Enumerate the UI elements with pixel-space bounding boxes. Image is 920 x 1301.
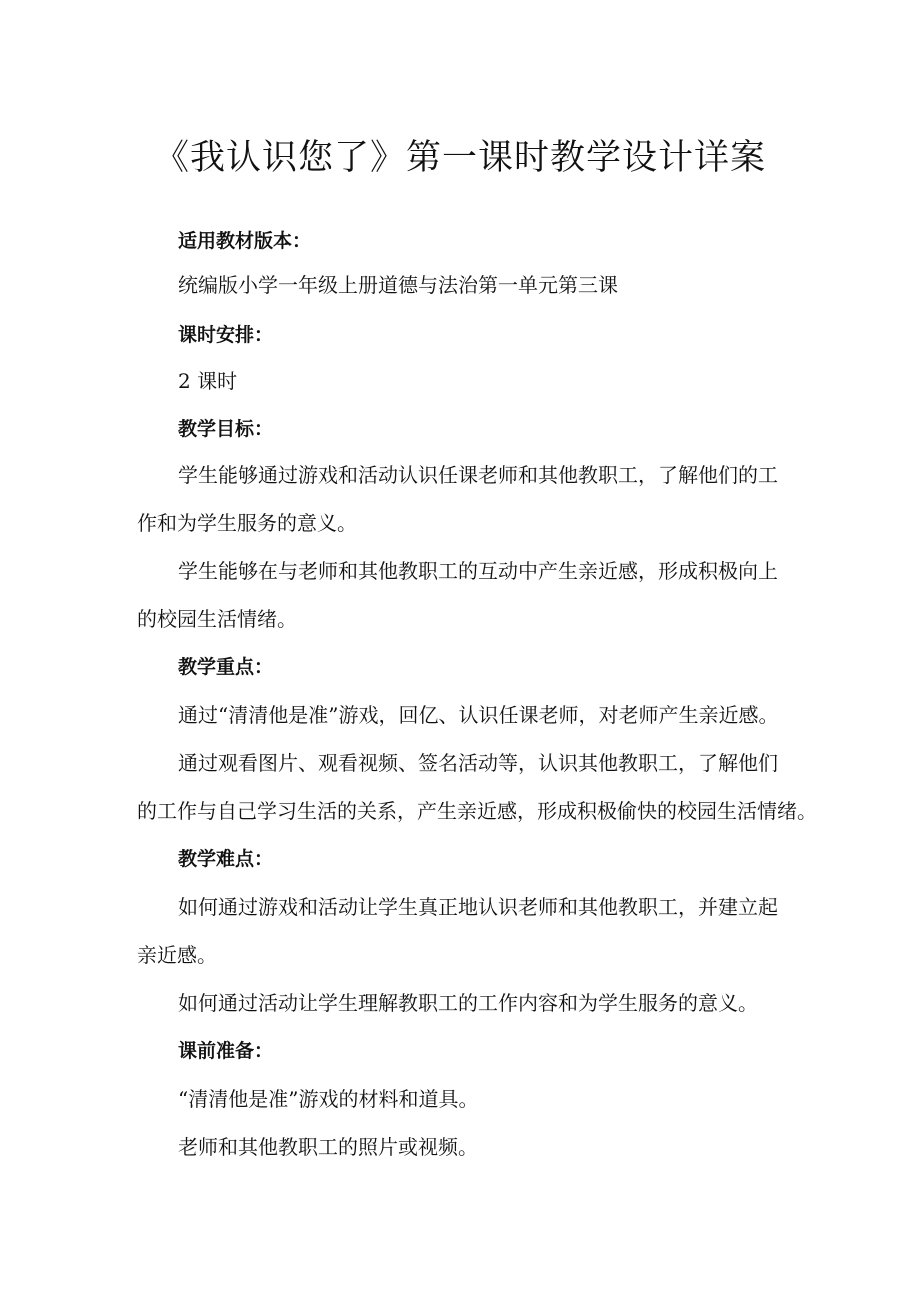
preparation-line-1: “清清他是准”游戏的材料和道具。 — [178, 1087, 479, 1111]
key-points-line-1: 通过“清清他是准”游戏，回亿、认识任课老师，对老师产生亲近感。 — [178, 703, 779, 727]
key-points-heading: 教学重点： — [178, 656, 274, 678]
schedule-heading: 课时安排： — [178, 324, 274, 346]
schedule-text: 2 课时 — [178, 369, 238, 393]
difficulties-heading: 教学难点： — [178, 848, 274, 870]
preparation-line-2: 老师和其他教职工的照片或视频。 — [178, 1135, 478, 1159]
objectives-line-4: 的校园生活情绪。 — [137, 607, 297, 631]
document-title: 《我认识您了》第一课时教学设计详案 — [153, 138, 766, 178]
key-points-line-2: 通过观看图片、观看视频、签名活动等，认识其他教职工，了解他们 — [178, 751, 778, 775]
edition-text: 统编版小学一年级上册道德与法治第一单元第三课 — [178, 273, 618, 297]
difficulties-line-3: 如何通过活动让学生理解教职工的工作内容和为学生服务的意义。 — [178, 991, 758, 1015]
objectives-line-2: 作和为学生服务的意义。 — [137, 511, 357, 535]
difficulties-line-2: 亲近感。 — [137, 943, 217, 967]
difficulties-line-1: 如何通过游戏和活动让学生真正地认识老师和其他教职工，并建立起 — [178, 895, 778, 919]
objectives-heading: 教学目标： — [178, 418, 274, 440]
objectives-line-1: 学生能够通过游戏和活动认识任课老师和其他教职工，了解他们的工 — [178, 463, 778, 487]
objectives-line-3: 学生能够在与老师和其他教职工的互动中产生亲近感，形成积极向上 — [178, 559, 778, 583]
key-points-line-3: 的工作与自己学习生活的关系，产生亲近感，形成积极偷快的校园生活情绪。 — [137, 799, 817, 823]
edition-heading: 适用教材版本： — [178, 230, 312, 252]
preparation-heading: 课前准备： — [178, 1040, 274, 1062]
